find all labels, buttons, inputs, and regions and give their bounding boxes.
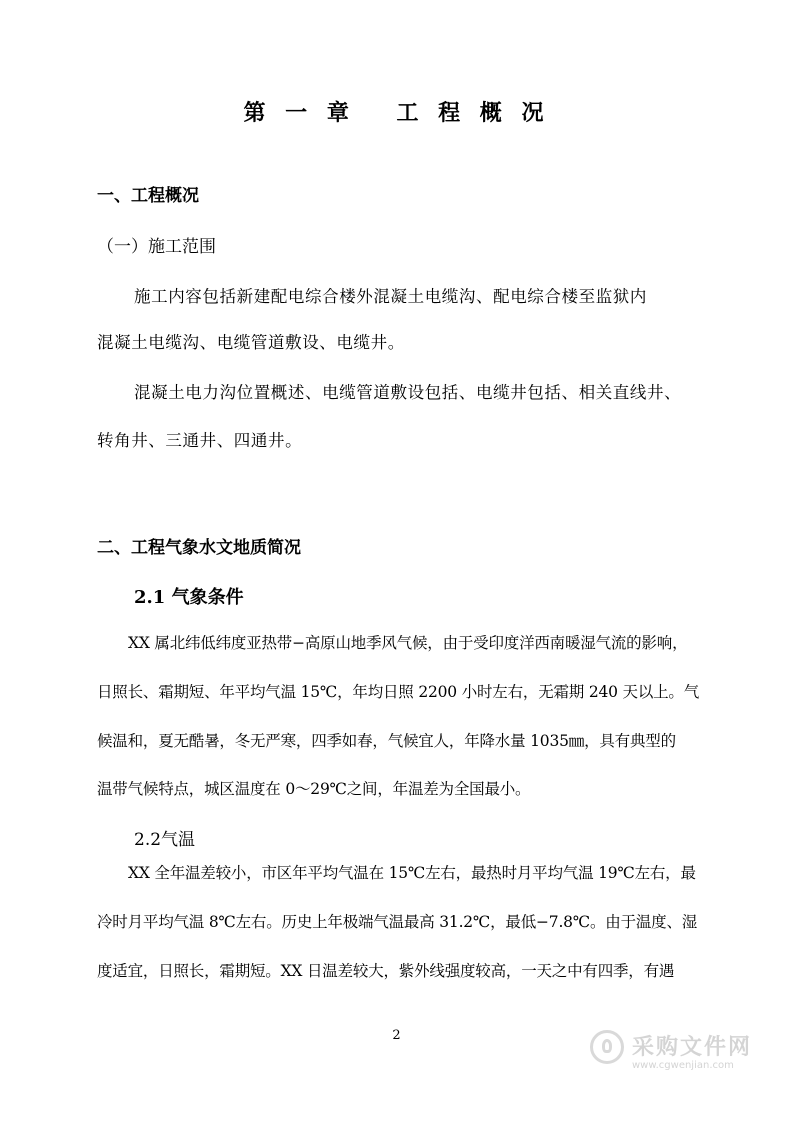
watermark-name: 采购文件网 bbox=[632, 1035, 753, 1060]
sub-heading-climate: 2.1 气象条件 bbox=[134, 587, 244, 608]
paragraph-line: 温带气候特点，城区温度在 0～29℃之间，年温差为全国最小。 bbox=[97, 780, 531, 798]
paragraph-line: 候温和，夏无酷暑，冬无严寒，四季如春，气候宜人，年降水量 1035㎜，具有典型的 bbox=[97, 732, 676, 750]
paragraph-line: 冷时月平均气温 8℃左右。历史上年极端气温最高 31.2℃，最低−7.8℃。由于温度、湿 bbox=[97, 913, 698, 931]
logo-icon bbox=[590, 1030, 624, 1064]
paragraph-line: XX 全年温差较小，市区年平均气温在 15℃左右，最热时月平均气温 19℃左右，最 bbox=[128, 864, 696, 882]
watermark-url: www.cgwenjian.com bbox=[632, 1060, 734, 1071]
paragraph-line: 混凝土电缆沟、电缆管道敷设、电缆井。 bbox=[97, 333, 405, 352]
page-number: 2 bbox=[392, 1028, 401, 1043]
sub-heading-temperature: 2.2气温 bbox=[134, 830, 196, 850]
paragraph-line: XX 属北纬低纬度亚热带−高原山地季风气候，由于受印度洋西南暖湿气流的影响， bbox=[128, 634, 688, 652]
watermark bbox=[590, 1024, 770, 1080]
sub-heading-construction-scope: （一）施工范围 bbox=[97, 237, 216, 257]
chapter-title: 第 一 章 工 程 概 况 bbox=[243, 101, 550, 126]
paragraph-line: 施工内容包括新建配电综合楼外混凝土电缆沟、配电综合楼至监狱内 bbox=[134, 287, 647, 306]
paragraph-line: 转角井、三通井、四通井。 bbox=[97, 431, 303, 450]
section-heading-2: 二、工程气象水文地质简况 bbox=[97, 538, 301, 558]
paragraph-line: 日照长、霜期短、年平均气温 15℃，年均日照 2200 小时左右，无霜期 240 天以上。气 bbox=[97, 683, 700, 701]
paragraph-line: 混凝土电力沟位置概述、电缆管道敷设包括、电缆井包括、相关直线井、 bbox=[134, 383, 682, 402]
paragraph-line: 度适宜，日照长，霜期短。XX 日温差较大，紫外线强度较高，一天之中有四季，有遇 bbox=[97, 962, 675, 980]
section-heading-1: 一、工程概况 bbox=[97, 186, 199, 206]
